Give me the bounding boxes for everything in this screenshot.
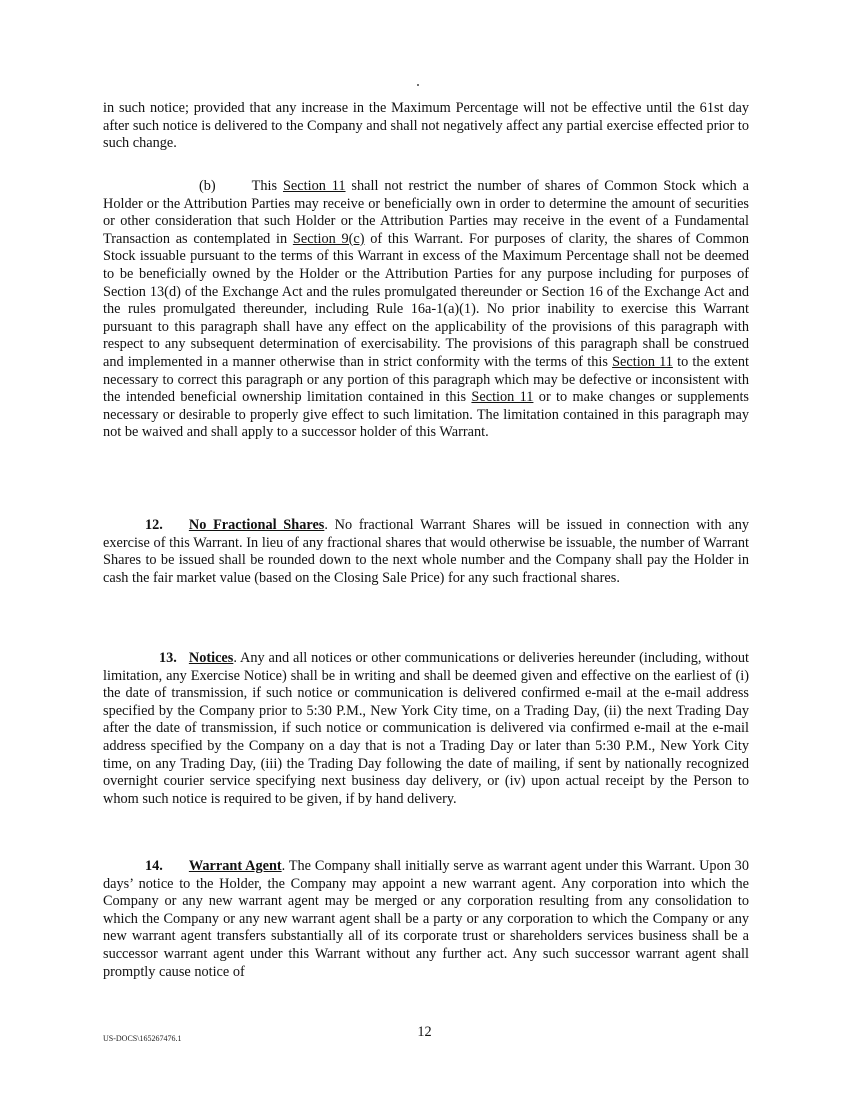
section-12-heading: No Fractional Shares [188, 517, 325, 533]
section-14 [103, 858, 749, 981]
section-13-number: 13. [159, 650, 177, 666]
paragraph-b-text-1: This [251, 178, 283, 194]
section-11-reference: Section 11 [471, 389, 534, 406]
section-13 [103, 650, 749, 808]
section-13-body: . Any and all notices or other communications or deliveries hereunder (including, without limitation, any Exercise Notice) shall be in writing and shall be deemed given and effective on the earliest of (i) the date of transmission, if such notice or communication is delivered confirmed e-mail at the e-mail address specified by the Company prior to 5:30 P.M., New York City time, on a Trading Day, (ii) the next Trading Day after the date of transmission, if such notice or communication is delivered via confirmed e-mail at the e-mail address specified by the Company on a day that is not a Trading Day or later than 5:30 P.M., New York City time, on any Trading Day, (iii) the Trading Day following the date of mailing, if sent by nationally recognized overnight courier service specifying next business day delivery, or (iv) upon actual receipt by the Person to whom such notice is required to be given, if by hand delivery. [103, 650, 749, 807]
section-12 [103, 517, 749, 587]
speck-mark [417, 84, 419, 86]
paragraph-b-text-5: or to make changes or supplements necessary or desirable to properly give effect to such limitation. The limitation contained in this paragraph may not be waived and shall apply to a successor holder of this Warrant. [103, 389, 749, 441]
paragraph-b-text-3: of this Warrant. For purposes of clarity, the shares of Common Stock issuable pursuant to the terms of this Warrant in excess of the Maximum Percentage shall not be deemed to be beneficially owned by the Holder or the Attribution Parties for any purpose including for purposes of Section 13(d) of the Exchange Act and the rules promulgated thereunder or Section 16 of the Exchange Act and the rules promulgated thereunder, including Rule 16a-1(a)(1). No prior inability to exercise this Warrant pursuant to this paragraph shall have any effect on the applicability of the provisions of this paragraph with respect to any subsequent determination of exercisability. The provisions of this paragraph shall be construed and implemented in a manner otherwise than in strict conformity with the terms of this [103, 230, 750, 370]
section-14-number: 14. [145, 858, 163, 874]
section-11-reference: Section 11 [612, 353, 673, 370]
paragraph-b-label: (b) [199, 178, 216, 194]
section-11-reference: Section 11 [282, 178, 346, 194]
paragraph-b-text-2: shall not restrict the number of shares of Common Stock which a Holder or the Attribution Parties may receive or beneficially own in order to determine the amount of securities or other consideration that such Holder or the Attribution Parties may receive in the event of a Fundamental Transaction as contemplated in [103, 178, 749, 247]
paragraph-b-text-4: to the extent necessary to correct this paragraph or any portion of this paragraph which may be defective or inconsistent with the intended beneficial ownership limitation contained in this [103, 353, 750, 406]
page-number: 12 [417, 1024, 432, 1040]
section-12-body: . No fractional Warrant Shares will be issued in connection with any exercise of this Warrant. In lieu of any fractional shares that would otherwise be issuable, the number of Warrant Shares to be issued shall be rounded down to the next whole number and the Company shall pay the Holder in cash the fair market value (based on the Closing Sale Price) for any such fractional shares. [103, 517, 749, 586]
paragraph-intro-text: in such notice; provided that any increase in the Maximum Percentage will not be effective until the 61st day after such notice is delivered to the Company and shall not negatively affect any partial exercise effected prior to such change. [103, 100, 749, 152]
section-9c-reference: Section 9(c) [292, 230, 365, 247]
document-id: US-DOCS\165267476.1 [103, 1034, 182, 1043]
paragraph-b [103, 178, 749, 442]
section-14-body: . The Company shall initially serve as warrant agent under this Warrant. Upon 30 days’ notice to the Holder, the Company may appoint a new warrant agent. Any corporation into which the Company or any new warrant agent may be merged or any corporation resulting from any consolidation to which the Company or any new warrant agent shall be a party or any corporation to which the Company or any new warrant agent transfers substantially all of its corporate trust or shareholders services business shall be a successor warrant agent under this Warrant without any further act. Any such successor warrant agent shall promptly cause notice of [103, 858, 749, 980]
paragraph-intro [103, 100, 749, 153]
section-14-heading: Warrant Agent [188, 858, 282, 874]
section-12-number: 12. [145, 517, 163, 533]
section-13-heading: Notices [188, 650, 234, 666]
